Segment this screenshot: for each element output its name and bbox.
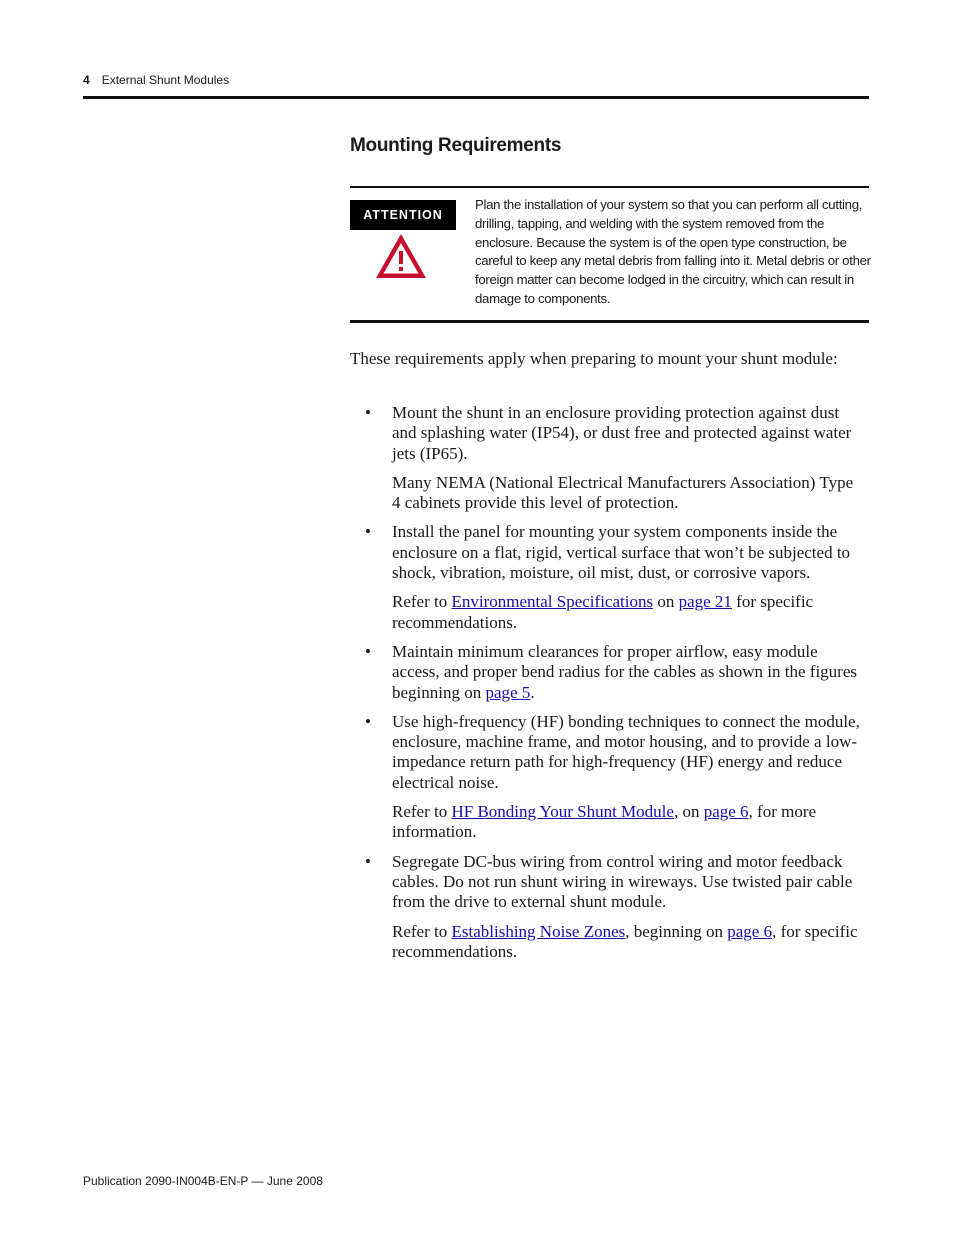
- page-6-link[interactable]: page 6: [727, 921, 773, 941]
- bullet: •: [365, 522, 371, 542]
- attention-badge: ATTENTION: [350, 200, 456, 230]
- list-item: [350, 642, 860, 703]
- section-title: Mounting Requirements: [350, 135, 562, 156]
- list-item-text: Install the panel for mounting your system components inside the enclosure on a flat, rigid, vertical surface that won’t be subjected to shock, vibration, moisture, oil mist, dust, or corrosive vapors.: [392, 522, 851, 583]
- intro-text: These requirements apply when preparing to mount your shunt module:: [350, 349, 838, 368]
- list-item-note: Many NEMA (National Electrical Manufacturers Association) Type 4 cabinets provide this level of protection.: [392, 472, 854, 513]
- list-item-note: Refer to Environmental Specifications on page 21 for specific recommendations.: [392, 592, 814, 632]
- page-21-link[interactable]: page 21: [678, 592, 732, 612]
- running-header: [83, 73, 229, 87]
- list-item-note: Refer to HF Bonding Your Shunt Module, on page 6, for more information.: [392, 802, 817, 842]
- attention-text: Plan the installation of your system so that you can perform all cutting, drilling, tapping, and welding with the system removed from the enclosure. Because the system is of the open type construction, be careful to keep any metal debris from falling into it. Metal debris or other foreign matter can become lodged in the circuitry, which can result in damage to components.: [475, 197, 871, 306]
- intro-paragraph: [350, 349, 850, 369]
- bullet: •: [365, 403, 371, 422]
- list-item-text: Maintain minimum clearances for proper airflow, easy module access, and proper bend radius for the cables as shown in the figures beginning on page 5.: [392, 641, 857, 702]
- footer-publication: Publication 2090-IN004B-EN-P — June 2008: [83, 1174, 323, 1188]
- list-item: [350, 712, 860, 843]
- list-item: [350, 522, 860, 632]
- noise-zones-link[interactable]: Establishing Noise Zones: [451, 921, 626, 941]
- list-item-text: Mount the shunt in an enclosure providing protection against dust and splashing water (IP54), or dust free and protected against water jets (IP65).: [392, 403, 852, 463]
- environmental-specifications-link[interactable]: Environmental Specifications: [451, 592, 654, 612]
- page-5-link[interactable]: page 5: [485, 682, 531, 702]
- bullet: •: [365, 851, 371, 871]
- list-item-text: Segregate DC-bus wiring from control wiring and motor feedback cables. Do not run shunt wiring in wireways. Use twisted pair cable from the drive to external shunt module.: [392, 851, 853, 912]
- requirements-list: [350, 403, 860, 971]
- list-item-note: Refer to Establishing Noise Zones, beginning on page 6, for specific recommendations.: [392, 921, 858, 961]
- page-number: 4: [83, 73, 90, 87]
- list-item-text: Use high-frequency (HF) bonding techniques to connect the module, enclosure, machine frame, and motor housing, and to provide a low-impedance return path for high-frequency (HF) energy and reduce electrical noise.: [392, 711, 860, 792]
- attention-bottom-rule: [350, 320, 869, 323]
- attention-top-rule: [350, 186, 869, 188]
- header-rule: [83, 96, 869, 99]
- bullet: •: [365, 641, 371, 661]
- header-title: External Shunt Modules: [101, 73, 230, 87]
- list-item: [350, 852, 860, 962]
- page-6-link[interactable]: page 6: [703, 802, 749, 822]
- bullet: •: [365, 711, 371, 731]
- list-item: [350, 403, 860, 513]
- hf-bonding-link[interactable]: HF Bonding Your Shunt Module: [451, 802, 674, 822]
- warning-triangle-icon: [373, 231, 429, 281]
